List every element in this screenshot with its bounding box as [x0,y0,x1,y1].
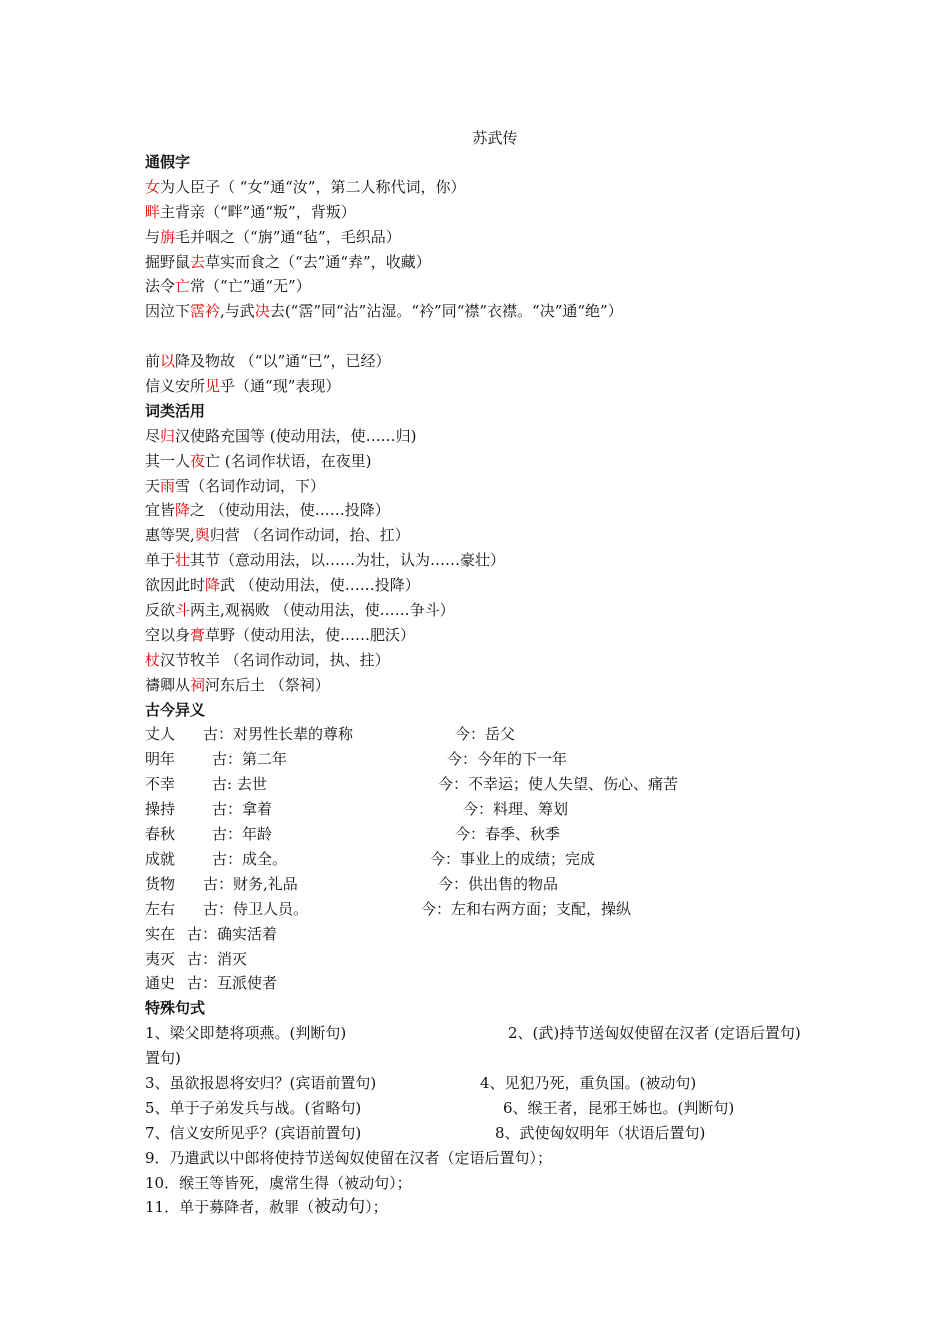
section-heading-cilei: 词类活用 [145,401,206,420]
cilei-line: 宜皆降之 （使动用法，使……投降） [145,501,390,520]
gujin-row: 明年 古：第二年 今：今年的下一年 [145,750,568,769]
cilei-line: 单于壮其节（意动用法，以……为壮，认为……豪壮） [145,551,506,570]
gujin-row: 操持 古：拿着 今：料理、筹划 [145,800,569,819]
section-heading-teshu: 特殊句式 [145,999,206,1018]
cilei-line: 空以身膏草野（使动用法，使……肥沃） [145,625,416,644]
page-title: 苏武传 [472,129,518,147]
cilei-line: 其一人夜亡 (名词作状语，在夜里) [145,451,372,470]
tongjia-line: 掘野鼠去草实而食之（“去”通“弆”，收藏） [145,252,431,271]
tongjia-line: 前以降及物故 （“以”通“已”，已经） [145,352,391,371]
tongjia-line: 信义安所见乎（通“现”表现） [145,377,341,396]
tongjia-line: 因泣下霑衿,与武决去(“霑”同“沾”沾湿。“衿”同“襟”衣襟。“决”通“绝”） [145,302,623,321]
cilei-line: 惠等哭,舆归营 （名词作动词，抬、扛） [145,526,410,545]
teshu-row: 3、虽欲报恩将安归？(宾语前置句) 4、见犯乃死，重负国。(被动句) [145,1073,697,1092]
teshu-continuation: 置句) [145,1049,181,1068]
cilei-line: 禱卿从祠河东后土 （祭祠） [145,675,330,694]
blank-line [145,324,815,349]
gujin-row: 实在 古：确实活着 [145,924,278,943]
cilei-line: 反欲斗两主,观祸败 （使动用法，使……争斗） [145,601,455,620]
cilei-line: 尽归汉使路充国等 (使动用法，使……归) [145,426,417,445]
cilei-line: 天雨雪（名词作动词，下） [145,476,326,495]
gujin-row: 货物 古：财务,礼品 今：供出售的物品 [145,874,559,893]
gujin-row: 不幸 古: 去世 今：不幸运；使人失望、伤心、痛苦 [145,775,679,794]
gujin-row: 通史 古：互派使者 [145,974,278,993]
document-page [145,126,815,1220]
section-heading-tongjia: 通假字 [145,153,191,171]
teshu-row: 5、单于子弟发兵与战。(省略句) 6、缑王者，昆邪王姊也。(判断句) [145,1098,735,1117]
gujin-row: 成就 古：成全。 今：事业上的成绩；完成 [145,849,596,868]
tongjia-line: 与旃毛并咽之（“旃”通“毡”，毛织品） [145,227,401,246]
tongjia-line: 畔主背亲（“畔”通“叛”，背叛） [145,202,356,221]
teshu-row: 7、信义安所见乎？(宾语前置句) 8、武使匈奴明年（状语后置句) [145,1123,706,1142]
cilei-line: 欲因此时降武 （使动用法，使……投降） [145,576,420,595]
teshu-line: 9．乃遣武以中郎将使持节送匈奴使留在汉者（定语后置句）； [145,1148,553,1167]
teshu-line: 10．缑王等皆死，虞常生得（被动句）； [145,1173,412,1192]
gujin-row: 左右 古：侍卫人员。 今：左和右两方面；支配，操纵 [145,899,632,918]
tongjia-line: 法令亡常（“亡”通“无”） [145,277,311,296]
section-heading-gujin: 古今异义 [145,700,206,719]
teshu-row: 1、梁父即楚将项燕。(判断句) 2、(武)持节送匈奴使留在汉者 (定语后置句) [145,1024,801,1043]
gujin-row: 丈人 古：对男性长辈的尊称 今：岳父 [145,725,516,744]
gujin-row: 春秋 古：年龄 今：春季、秋季 [145,825,561,844]
cilei-line: 杖汉节牧羊 （名词作动词，执、拄） [145,650,390,669]
tongjia-line: 女为人臣子（ “女”通“汝”，第二人称代词，你） [145,177,466,196]
gujin-row: 夷灭 古：消灭 [145,949,248,968]
teshu-line: 11．单于募降者，赦罪（被动句）； [145,1197,388,1218]
